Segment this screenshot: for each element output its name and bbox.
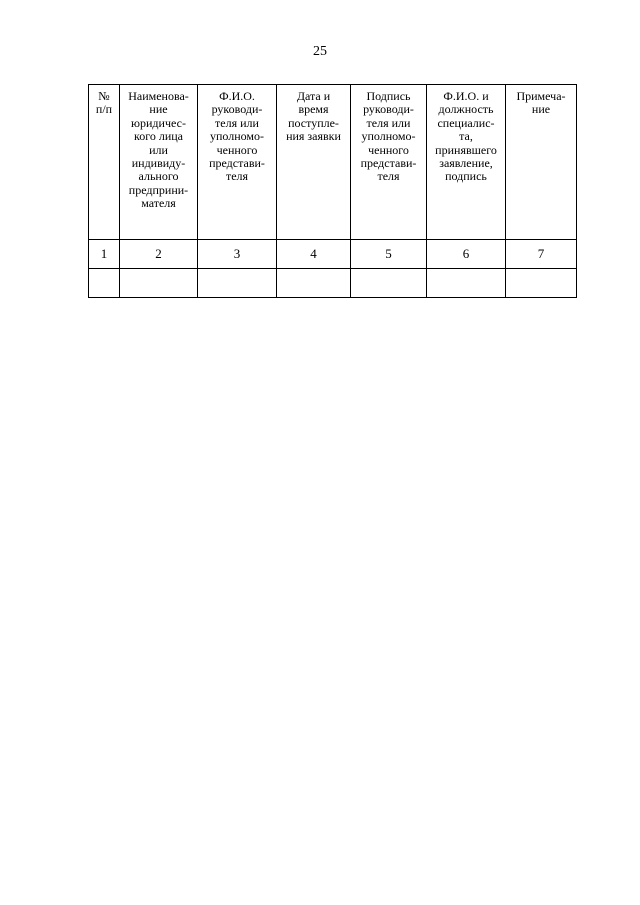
header-cell-specialist: Ф.И.О. и должность специалис- та, принявшего заявление, подпись <box>427 85 506 240</box>
column-number-cell: 6 <box>427 240 506 269</box>
column-number-cell: 2 <box>120 240 198 269</box>
empty-cell <box>120 269 198 298</box>
column-number-cell: 4 <box>277 240 351 269</box>
table-header-row <box>89 85 577 240</box>
empty-cell <box>427 269 506 298</box>
empty-cell <box>198 269 277 298</box>
column-number-cell: 1 <box>89 240 120 269</box>
header-cell-representative-name: Ф.И.О. руководи- теля или уполномо- ченного представи- теля <box>198 85 277 240</box>
header-cell-note: Примеча- ние <box>506 85 577 240</box>
registration-table <box>88 84 577 298</box>
empty-cell <box>89 269 120 298</box>
empty-cell <box>351 269 427 298</box>
empty-cell <box>506 269 577 298</box>
header-cell-organization-name: Наименова- ние юридичес- кого лица или индивиду- ального предприни- мателя <box>120 85 198 240</box>
empty-cell <box>277 269 351 298</box>
column-number-row <box>89 240 577 269</box>
header-cell-date-time: Дата и время поступле- ния заявки <box>277 85 351 240</box>
page-number: 25 <box>313 44 327 59</box>
header-cell-number: № п/п <box>89 85 120 240</box>
empty-entry-row <box>89 269 577 298</box>
column-number-cell: 5 <box>351 240 427 269</box>
column-number-cell: 7 <box>506 240 577 269</box>
header-cell-signature: Подпись руководи- теля или уполномо- ченного представи- теля <box>351 85 427 240</box>
column-number-cell: 3 <box>198 240 277 269</box>
